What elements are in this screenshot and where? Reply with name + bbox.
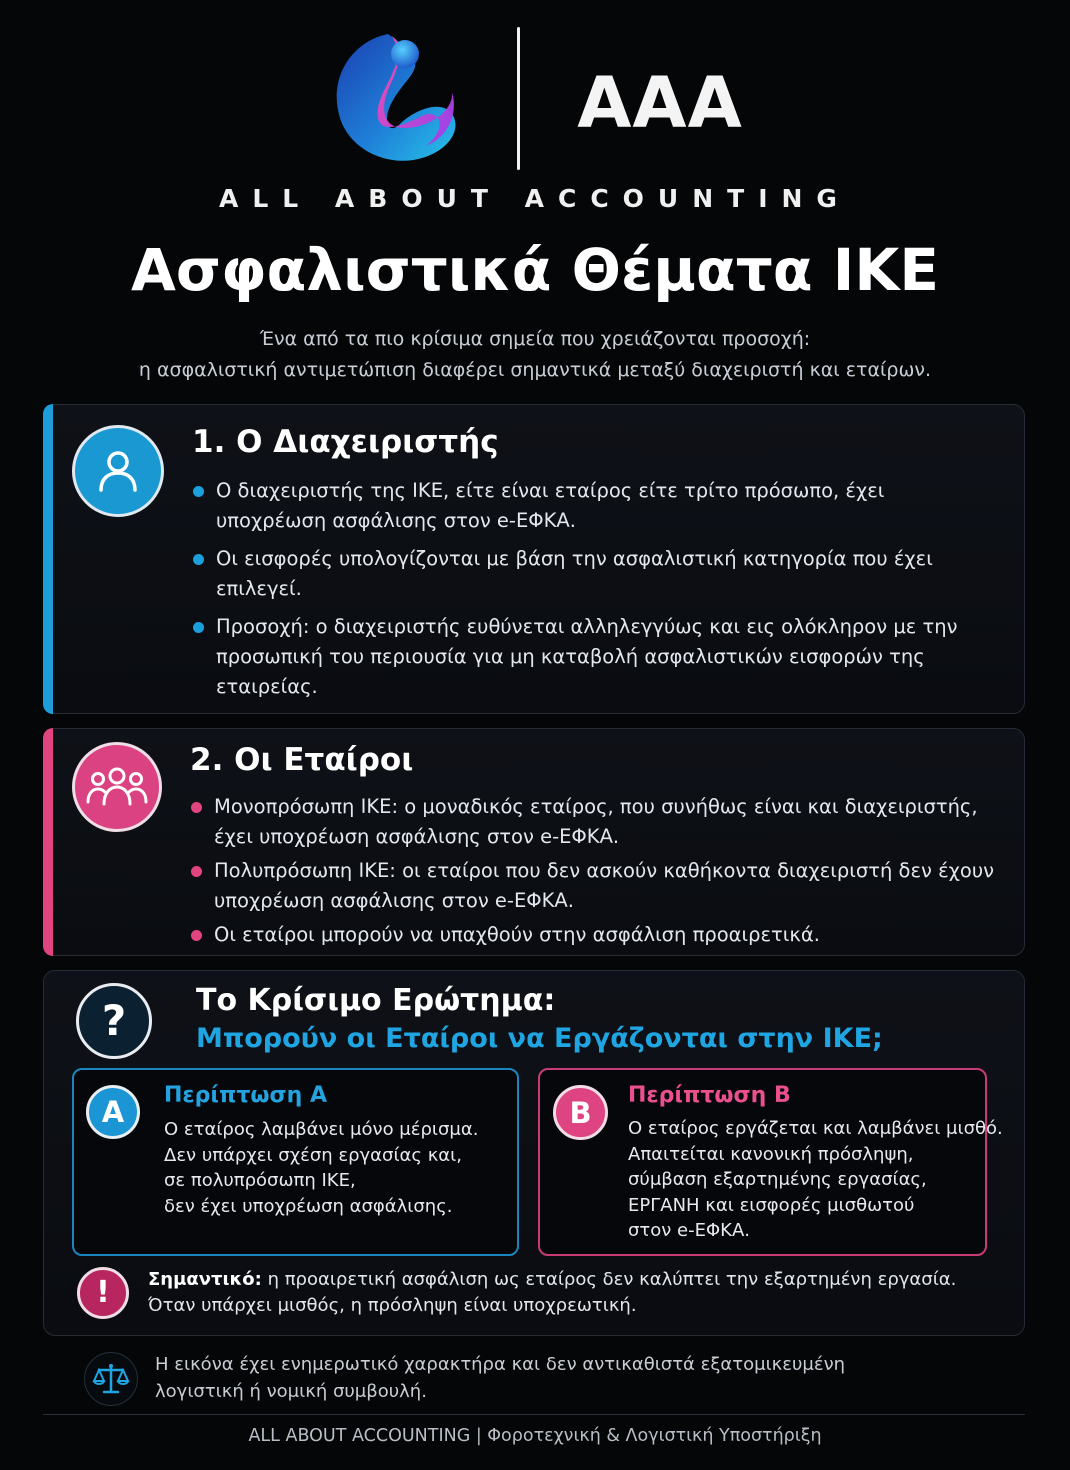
case-b-badge: B <box>553 1085 608 1140</box>
bullet-dot <box>193 622 204 633</box>
exclamation-mark: ! <box>96 1275 110 1310</box>
case-line: ΕΡΓΑΝΗ και εισφορές μισθωτού <box>628 1194 915 1216</box>
list-item <box>192 612 992 702</box>
bullet-text: Προσοχή: ο διαχειριστής ευθύνεται αλληλεγγύως και εις ολόκληρον με την προσωπική του περιουσία για μη καταβολή ασφαλιστικών εισφορών της εταιρείας. <box>216 615 958 698</box>
case-line: δεν έχει υποχρέωση ασφάλισης. <box>164 1195 453 1217</box>
important-line <box>148 1267 1008 1293</box>
bullet-dot <box>193 554 204 565</box>
list-item <box>190 792 1005 852</box>
disclaimer-line: Η εικόνα έχει ενημερωτικό χαρακτήρα και δεν αντικαθιστά εξατομικευμένη <box>155 1354 846 1375</box>
list-item <box>190 856 1005 916</box>
important-line: Όταν υπάρχει μισθός, η πρόσληψη είναι υποχρεωτική. <box>148 1295 637 1316</box>
bullet-text: Οι εταίροι μπορούν να υπαχθούν στην ασφάλιση προαιρετικά. <box>214 923 820 946</box>
footer-divider <box>43 1414 1025 1415</box>
manager-bullet-list <box>192 476 992 710</box>
exclamation-icon <box>77 1267 129 1319</box>
bullet-text: Μονοπρόσωπη ΙΚΕ: ο μοναδικός εταίρος, που συνήθως είναι και διαχειριστής, έχει υποχρέωση ασφάλισης στον e-ΕΦΚΑ. <box>214 795 978 848</box>
brand-name: ALL ABOUT ACCOUNTING <box>219 184 851 213</box>
critical-question-title: Το Κρίσιμο Ερώτημα: <box>196 983 556 1018</box>
case-a-badge: A <box>86 1085 140 1139</box>
bullet-dot <box>191 802 202 813</box>
bullet-dot <box>193 486 204 497</box>
logo-separator <box>517 27 520 170</box>
bullet-text: Ο διαχειριστής της ΙΚΕ, είτε είναι εταίρος είτε τρίτο πρόσωπο, έχει υποχρέωση ασφάλισης στον e-ΕΦΚΑ. <box>216 479 885 532</box>
list-item <box>192 476 992 536</box>
subtitle-line: Ένα από τα πιο κρίσιμα σημεία που χρειάζονται προσοχή: <box>259 328 811 350</box>
list-item <box>190 920 1005 950</box>
group-icon <box>72 742 162 832</box>
case-line: στον e-ΕΦΚΑ. <box>628 1220 750 1241</box>
partners-bullet-list <box>190 792 1005 954</box>
disclaimer <box>155 1351 975 1405</box>
disclaimer-line: λογιστική ή νομική συμβουλή. <box>155 1381 427 1402</box>
card-accent-bar <box>43 404 53 714</box>
case-line: Ο εταίρος λαμβάνει μόνο μέρισμα. <box>164 1119 479 1140</box>
important-label: Σημαντικό: <box>148 1269 262 1290</box>
bullet-text: Οι εισφορές υπολογίζονται με βάση την ασφαλιστική κατηγορία που έχει επιλεγεί. <box>216 547 933 600</box>
brand-abbreviation: AAA <box>577 62 743 144</box>
brand-logo-mark <box>330 28 465 168</box>
footer-text: ALL ABOUT ACCOUNTING | Φοροτεχνική & Λογιστική Υποστήριξη <box>248 1426 822 1446</box>
case-a-title: Περίπτωση Α <box>164 1083 328 1108</box>
case-line: σε πολυπρόσωπη ΙΚΕ, <box>164 1170 356 1191</box>
person-icon <box>72 425 164 517</box>
page-title: Ασφαλιστικά Θέματα ΙΚΕ <box>131 236 939 304</box>
list-item <box>192 544 992 604</box>
card-accent-bar <box>43 728 53 956</box>
bullet-dot <box>191 930 202 941</box>
case-b-title: Περίπτωση Β <box>628 1083 791 1108</box>
subtitle-line: η ασφαλιστική αντιμετώπιση διαφέρει σημαντικά μεταξύ διαχειριστή και εταίρων. <box>138 359 932 381</box>
case-a-text <box>164 1117 509 1219</box>
case-line: Απαιτείται κανονική πρόσληψη, <box>628 1143 914 1165</box>
important-note <box>148 1267 1008 1319</box>
page-subtitle <box>60 324 1010 386</box>
bullet-text: Πολυπρόσωπη ΙΚΕ: οι εταίροι που δεν ασκούν καθήκοντα διαχειριστή δεν έχουν υποχρέωση ασφάλισης στον e-ΕΦΚΑ. <box>214 859 994 912</box>
important-text: η προαιρετική ασφάλιση ως εταίρος δεν καλύπτει την εξαρτημένη εργασία. <box>261 1269 957 1290</box>
scales-icon <box>84 1352 138 1406</box>
case-line: Δεν υπάρχει σχέση εργασίας και, <box>164 1144 462 1166</box>
question-mark: ? <box>101 996 127 1045</box>
question-icon <box>76 983 152 1059</box>
partners-section-title: 2. Οι Εταίροι <box>190 742 414 778</box>
manager-section-title: 1. Ο Διαχειριστής <box>192 424 499 460</box>
critical-question-subtitle: Μπορούν οι Εταίροι να Εργάζονται στην ΙΚΕ; <box>196 1023 883 1054</box>
case-line: Ο εταίρος εργάζεται και λαμβάνει μισθό. <box>628 1118 1003 1139</box>
bullet-dot <box>191 866 202 877</box>
case-line: σύμβαση εξαρτημένης εργασίας, <box>628 1169 927 1190</box>
case-b-text <box>628 1116 1003 1244</box>
